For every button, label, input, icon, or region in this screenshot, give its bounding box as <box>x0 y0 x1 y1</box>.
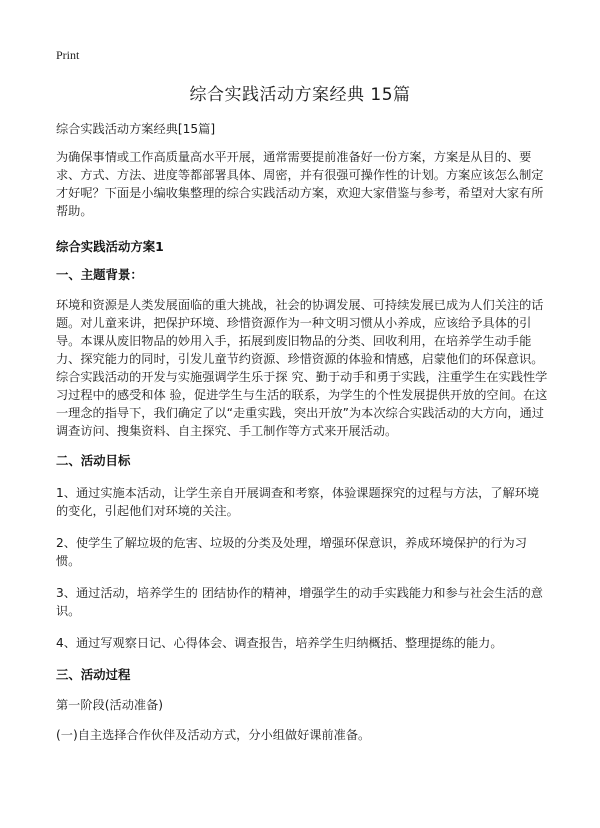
print-link[interactable]: Print <box>56 48 80 62</box>
goal-item: 3、通过活动，培养学生的 团结协作的精神，增强学生的动手实践能力和参与社会生活的意识。 <box>56 586 543 618</box>
background-paragraph: 环境和资源是人类发展面临的重大挑战，社会的协调发展、可持续发展已成为人们关注的话题。对儿童来讲，把保护环境、珍惜资源作为一种文明习惯从小养成，应该给予具体的引导。本课从废旧物品的妙用入手，拓展到废旧物品的分类、回收利用，在培养学生动手能力、探究能力的同时，引发儿童节约资源、珍惜资源的体验和情感，启蒙他们的环保意识。综合实践活动的开发与实施强调学生乐于探 究、勤于动手和勇于实践，注重学生在实践性学习过程中的感受和体 验，促进学生与生活的联系，为学生的个性发展提供开放的空间。在这一理念的指导下，我们确定了以“走重实践，突出开放”为本次综合实践活动的大方向，通过调查访问、搜集资料、自主探究、手工制作等方式来开展活动。 <box>56 298 548 438</box>
section-heading-goals: 二、活动目标 <box>56 453 131 468</box>
section-heading-background: 一、主题背景： <box>56 267 143 282</box>
document-body <box>56 120 548 744</box>
process-item: (一)自主选择合作伙伴及活动方式，分小组做好课前准备。 <box>56 728 371 742</box>
document-subtitle: 综合实践活动方案经典[15篇] <box>56 122 216 136</box>
section-heading-process: 三、活动过程 <box>56 667 131 682</box>
process-stage-heading: 第一阶段(活动准备) <box>56 698 164 712</box>
goal-item: 1、通过实施本活动，让学生亲自开展调查和考察，体验课题探究的过程与方法，了解环境的变化，引起他们对环境的关注。 <box>56 486 540 518</box>
goal-item: 2、使学生了解垃圾的危害、垃圾的分类及处理，增强环保意识，养成环境保护的行为习惯。 <box>56 536 527 568</box>
goal-item: 4、通过写观察日记、心得体会、调查报告，培养学生归纳概括、整理提练的能力。 <box>56 636 503 650</box>
intro-paragraph: 为确保事情或工作高质量高水平开展，通常需要提前准备好一份方案，方案是从目的、要求、方式、方法、进度等都部署具体、周密，并有很强可操作性的计划。方案应该怎么制定才好呢？下面是小编收集整理的综合实践活动方案，欢迎大家借鉴与参考，希望对大家有所帮助。 <box>56 150 544 218</box>
document-title: 综合实践活动方案经典 15篇 <box>189 85 411 105</box>
plan-heading: 综合实践活动方案1 <box>56 239 164 254</box>
